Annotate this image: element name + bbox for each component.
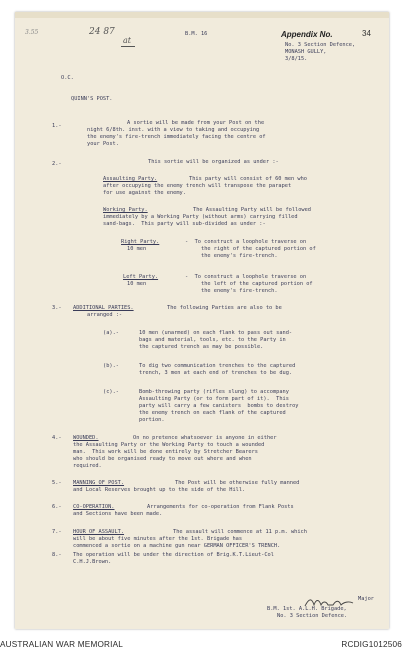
item-label: (a).- bbox=[103, 330, 119, 336]
para-text: and Sections have been made. bbox=[73, 511, 163, 517]
para-text: The operation will be under the direction of Brig.K.T.Lieut-Col bbox=[73, 552, 274, 558]
handwritten-underline bbox=[121, 46, 135, 47]
para-text: the left of the captured portion of bbox=[201, 281, 313, 287]
para-text: the captured trench as may be possible. bbox=[139, 344, 264, 350]
item-label: (b).- bbox=[103, 363, 119, 369]
section-heading: Assaulting Party. bbox=[103, 176, 158, 182]
section-heading: WOUNDED. bbox=[73, 435, 99, 441]
unit-line: MONASH GULLY, bbox=[285, 49, 327, 55]
para-text: the enemy's fire-trench immediately facing the centre of bbox=[87, 134, 266, 140]
section-heading: CO-OPERATION. bbox=[73, 504, 115, 510]
para-text: immediately by a Working Party (without arms) carrying filled bbox=[103, 214, 298, 220]
para-text: The following Parties are also to be bbox=[167, 305, 282, 311]
para-number: 3.- bbox=[52, 305, 62, 311]
para-text: night 6/8th. inst. with a view to taking and occupying bbox=[87, 127, 260, 133]
para-text: man. This work will be done entirely by Stretcher Bearers bbox=[73, 449, 258, 455]
handwritten-note: at bbox=[123, 36, 131, 45]
para-text: trench, 3 men at each end of trenches to be dug. bbox=[139, 370, 293, 376]
para-text: bags and material, tools, etc. to the Party in bbox=[139, 337, 286, 343]
para-text: The assault will commence at 11 p.m. which bbox=[173, 529, 307, 535]
para-text: The Post will be otherwise fully manned bbox=[175, 480, 300, 486]
sub-party-heading: Right Party. bbox=[121, 239, 160, 245]
para-text: Arrangements for co-operation from Flank Posts bbox=[147, 504, 294, 510]
section-heading: Working Party. bbox=[103, 207, 148, 213]
archive-id: RCDIG1012506 bbox=[341, 640, 402, 649]
signature-title: No. 3 Section Defence. bbox=[277, 613, 348, 619]
addressee: O.C. bbox=[61, 75, 74, 81]
para-number: 2.- bbox=[52, 161, 62, 167]
para-number: 4.- bbox=[52, 435, 62, 441]
para-text: the right of the captured portion of bbox=[201, 246, 316, 252]
para-text: A sortie will be made from your Post on the bbox=[127, 120, 265, 126]
para-text: arranged :- bbox=[87, 312, 123, 318]
para-text: for use against the enemy. bbox=[103, 190, 186, 196]
para-text: the enemy's fire-trench. bbox=[201, 253, 278, 259]
para-text: your Post. bbox=[87, 141, 119, 147]
para-number: 5.- bbox=[52, 480, 62, 486]
appendix-number: 34 bbox=[362, 29, 371, 38]
para-text: portion. bbox=[139, 417, 165, 423]
para-text: C.H.J.Brown. bbox=[73, 559, 112, 565]
para-text: This sortie will be organized as under :- bbox=[148, 159, 279, 165]
archive-credit: AUSTRALIAN WAR MEMORIAL bbox=[0, 640, 124, 649]
para-text: will be about five minutes after the 1st. Brigade has bbox=[73, 536, 243, 542]
unit-line: No. 3 Section Defence, bbox=[285, 42, 356, 48]
para-number: 8.- bbox=[52, 552, 62, 558]
para-text: the Assaulting Party or the Working Party to touch a wounded bbox=[73, 442, 265, 448]
para-text: - To construct a loophole traverse on bbox=[185, 239, 307, 245]
appendix-label: Appendix No. bbox=[281, 30, 333, 39]
para-text: - To construct a loophole traverse on bbox=[185, 274, 307, 280]
para-text: Bomb-throwing party (rifles slung) to accompany bbox=[139, 389, 289, 395]
section-heading: MANNING OF POST. bbox=[73, 480, 125, 486]
item-label: (c).- bbox=[103, 389, 119, 395]
para-number: 6.- bbox=[52, 504, 62, 510]
para-number: 7.- bbox=[52, 529, 62, 535]
para-text: On no pretence whatsoever is anyone in either bbox=[133, 435, 277, 441]
document-date: 3/8/15. bbox=[285, 56, 308, 62]
para-text: This party will consist of 60 men who bbox=[189, 176, 307, 182]
section-heading: HOUR OF ASSAULT. bbox=[73, 529, 125, 535]
post-name: QUINN'S POST. bbox=[71, 96, 113, 102]
handwritten-note: 24 87 bbox=[89, 27, 115, 37]
para-text: who should be organised ready to move out where and when bbox=[73, 456, 252, 462]
document-serial: B.M. 16 bbox=[185, 31, 208, 37]
para-text: The Assaulting Party will be followed bbox=[193, 207, 311, 213]
para-text: commenced a sortie on a machine gun near GERMAN OFFICER'S TRENCH. bbox=[73, 543, 281, 549]
section-heading: ADDITIONAL PARTIES. bbox=[73, 305, 134, 311]
para-text: the enemy trench on each flank of the captured bbox=[139, 410, 286, 416]
signature-rank: Major bbox=[358, 596, 374, 602]
para-number: 1.- bbox=[52, 123, 62, 129]
sub-party-strength: 10 men bbox=[127, 246, 147, 252]
handwritten-note: 3.55 bbox=[25, 29, 39, 36]
para-text: required. bbox=[73, 463, 102, 469]
signature-title: B.M. 1st. A.L.H. Brigade, bbox=[267, 606, 347, 612]
para-text: after occupying the enemy trench will transpose the parapet bbox=[103, 183, 292, 189]
sub-party-strength: 10 men bbox=[127, 281, 147, 287]
para-text: 10 men (unarmed) on each flank to pass out sand- bbox=[139, 330, 293, 336]
document-page bbox=[15, 12, 389, 629]
para-text: and Local Reserves brought up to the side of the Hill. bbox=[73, 487, 246, 493]
para-text: sand-bags. This party will sub-divided as under :- bbox=[103, 221, 266, 227]
para-text: To dig two communication trenches to the captured bbox=[139, 363, 296, 369]
para-text: Assaulting Party (or to form part of it). This bbox=[139, 396, 289, 402]
para-text: the enemy's fire-trench. bbox=[201, 288, 278, 294]
para-text: party will carry a few canisters bombs to destroy bbox=[139, 403, 299, 409]
sub-party-heading: Left Party. bbox=[123, 274, 159, 280]
